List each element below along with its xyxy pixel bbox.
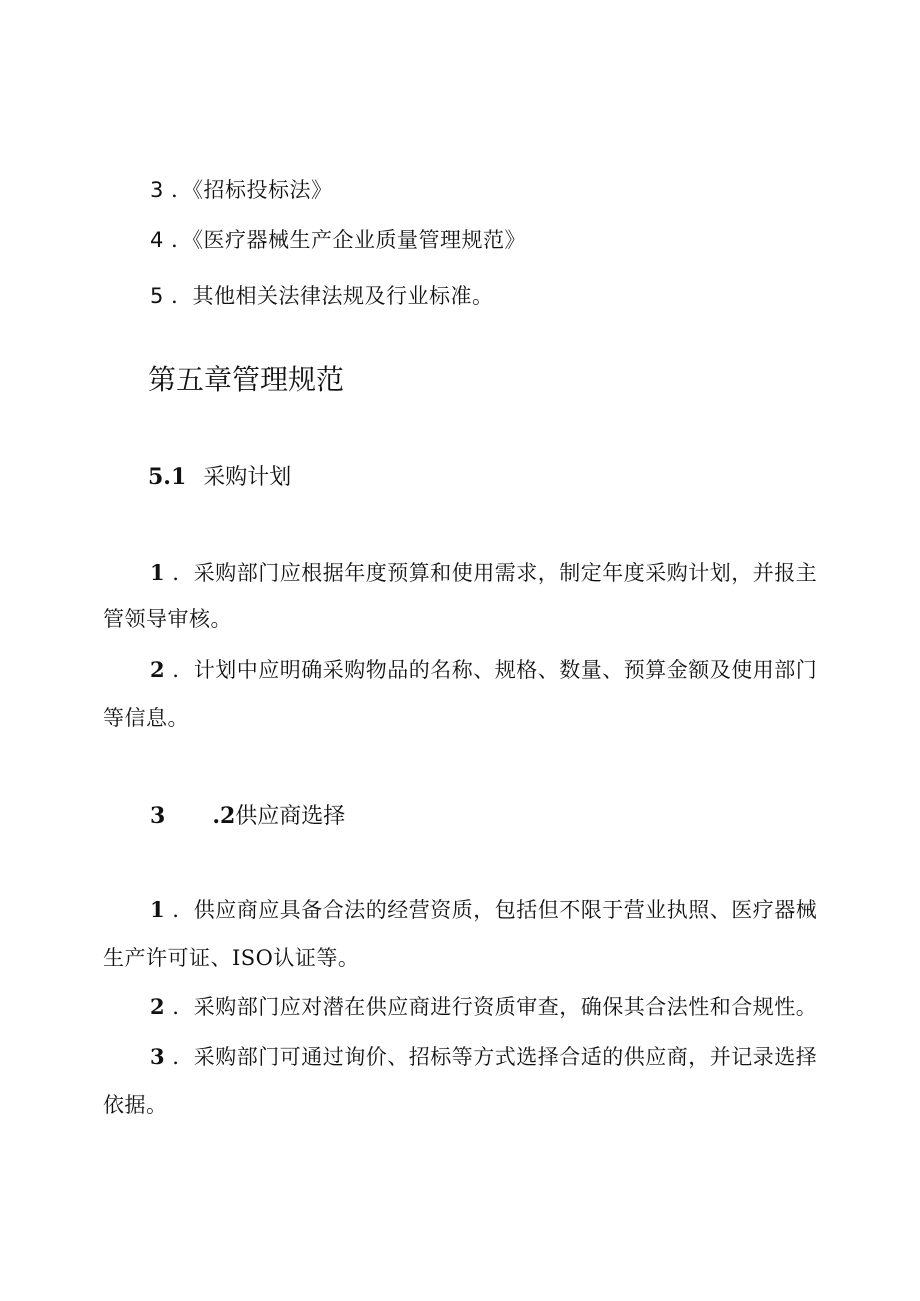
paragraph-text: ．采购部门应根据年度预算和使用需求，制定年度采购计划，并报主	[172, 561, 818, 585]
paragraph-line: 等信息。	[103, 706, 189, 730]
reference-item	[150, 282, 494, 310]
paragraph-line	[150, 656, 817, 684]
chapter-title: 第五章管理规范	[148, 363, 345, 396]
paragraph-text: ．采购部门应对潜在供应商进行资质审查，确保其合法性和合规性。	[172, 995, 818, 1019]
reference-number: 5	[150, 284, 164, 308]
reference-item	[150, 176, 333, 204]
reference-number: 3	[150, 178, 164, 202]
section-number-suffix: .2	[212, 803, 236, 829]
paragraph-line: 依据。	[103, 1093, 168, 1117]
paragraph-line	[150, 896, 817, 924]
item-number: 2	[150, 657, 166, 682]
paragraph-line	[150, 559, 817, 587]
reference-text: ．其他相关法律法规及行业标准。	[171, 284, 494, 308]
reference-text: ．《招标投标法》	[171, 178, 333, 202]
section-number: 3	[150, 803, 166, 829]
reference-text: ．《医疗器械生产企业质量管理规范》	[171, 228, 527, 252]
paragraph-line	[150, 1043, 817, 1071]
section-title: 供应商选择	[235, 804, 346, 829]
item-number: 1	[150, 560, 166, 585]
paragraph-line: 生产许可证、ISO认证等。	[103, 946, 360, 970]
paragraph-text: ．供应商应具备合法的经营资质，包括但不限于营业执照、医疗器械	[172, 898, 818, 922]
paragraph-text: ．计划中应明确采购物品的名称、规格、数量、预算金额及使用部门	[172, 658, 818, 682]
item-number: 2	[150, 994, 166, 1019]
reference-item	[150, 226, 526, 254]
reference-number: 4	[150, 228, 164, 252]
section-number: 5.1	[148, 464, 187, 490]
section-heading	[148, 462, 291, 493]
paragraph-line: 管领导审核。	[103, 607, 232, 631]
paragraph-text: ．采购部门可通过询价、招标等方式选择合适的供应商，并记录选择	[172, 1045, 818, 1069]
paragraph-line	[150, 993, 817, 1021]
section-title: 采购计划	[203, 465, 292, 490]
item-number: 1	[150, 897, 166, 922]
section-heading	[150, 801, 345, 832]
item-number: 3	[150, 1044, 166, 1069]
